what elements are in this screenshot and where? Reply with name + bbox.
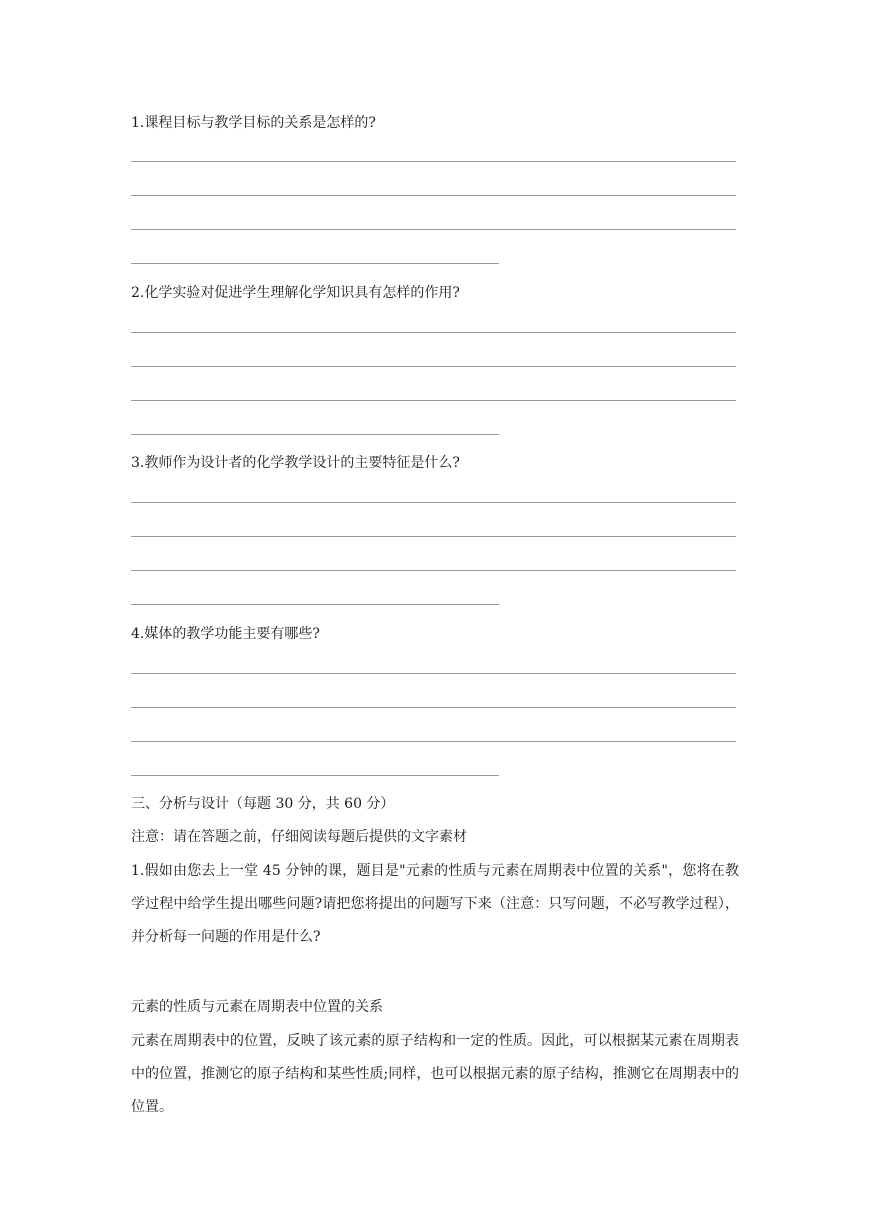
answer-line[interactable] bbox=[131, 673, 736, 674]
answer-line[interactable] bbox=[131, 604, 499, 605]
material-body: 元素在周期表中的位置，反映了该元素的原子结构和一定的性质。因此，可以根据某元素在周期表中的位置，推测它的原子结构和某些性质;同样，也可以根据元素的原子结构，推测它在周期表中的位置。 bbox=[131, 1033, 739, 1115]
answer-line[interactable] bbox=[131, 263, 499, 264]
answer-line[interactable] bbox=[131, 195, 736, 196]
question-1: 1.课程目标与教学目标的关系是怎样的? bbox=[131, 115, 376, 131]
question-3: 3.教师作为设计者的化学教学设计的主要特征是什么? bbox=[131, 455, 460, 471]
answer-line[interactable] bbox=[131, 229, 736, 230]
answer-line[interactable] bbox=[131, 400, 736, 401]
answer-line[interactable] bbox=[131, 161, 736, 162]
question-2: 2.化学实验对促进学生理解化学知识具有怎样的作用? bbox=[131, 285, 460, 301]
answer-line[interactable] bbox=[131, 366, 736, 367]
question-4: 4.媒体的教学功能主要有哪些? bbox=[131, 626, 320, 642]
answer-line[interactable] bbox=[131, 332, 736, 333]
analysis-question-1: 1.假如由您去上一堂 45 分钟的课，题目是"元素的性质与元素在周期表中位置的关系"，您将在教学过程中给学生提出哪些问题?请把您将提出的问题写下来（注意：只写问题，不必写教学过程），并分析每一问题的作用是什么? bbox=[131, 863, 739, 945]
answer-line[interactable] bbox=[131, 502, 736, 503]
notice: 注意：请在答题之前，仔细阅读每题后提供的文字素材 bbox=[131, 829, 467, 845]
answer-line[interactable] bbox=[131, 741, 736, 742]
material-title: 元素的性质与元素在周期表中位置的关系 bbox=[131, 999, 383, 1015]
answer-line[interactable] bbox=[131, 434, 499, 435]
answer-line[interactable] bbox=[131, 775, 499, 776]
answer-line[interactable] bbox=[131, 570, 736, 571]
section-heading: 三、分析与设计（每题 30 分，共 60 分） bbox=[131, 796, 395, 812]
answer-line[interactable] bbox=[131, 707, 736, 708]
answer-line[interactable] bbox=[131, 536, 736, 537]
